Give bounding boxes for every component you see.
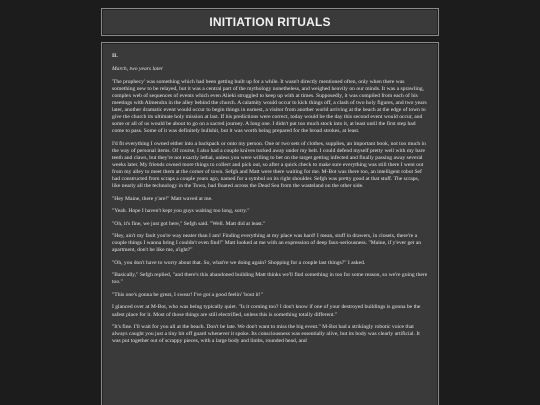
paragraph: "Hey Maine, there y'are!" Matt waved at me. <box>112 195 213 202</box>
paragraph: "Basically," Sefgh replied, "and there's this abandoned building Matt thinks we'll find something in too for some reason, so we're going there too." <box>112 272 428 286</box>
paragraph: "Hey, ain't my fault you're way neater than I am! Finding everything at my place was hard! I mean, stuff in drawers, in closets, there're a couple things I wanna bring I couldn't even find!" Matt looked at me with an expression of deep faux-seriousness. "Maine, if y'ever get an apartment, don't be like me, a'ight?" <box>112 233 422 254</box>
paragraph: I glanced over at M-Bot, who was being typically quiet. "Is it coming too? I don't know if one of your destroyed buildings is gonna be the safest place for it. Most of those things are still electrified, unless this is something totally different." <box>112 304 421 318</box>
paragraph: "Oh, you don't have to worry about that. So, what're we doing again? Shopping for a couple last things?" I asked. <box>112 259 366 266</box>
story-text <box>102 43 438 345</box>
title-banner <box>101 8 439 36</box>
dateline: March, two years later <box>112 66 164 73</box>
story-panel <box>101 42 439 405</box>
page-title: INITIATION RITUALS <box>209 15 331 29</box>
paragraph: I'd fit everything I owned either into a backpack or onto my person. One or two sets of clothes, supplies, an important book, not too much in the way of personal items. Of course, I also had a couple knives tucked away under my belt. I could defend myself pretty well with my bare teeth and claws, but they're not exactly lethal, unless you were willing to bet on the target getting infected and finally passing away several weeks later. My friends owned more things to collect and pick out, so after a quick check to make sure everything was still there I went out from my alley to meet them at the corner of town. Sefgh and Matt were there waiting for me. M-Bot was there too, an intelligent robot Sef had constructed from scraps a couple years ago, named for a symbol on its right shoulder. Sefgh was pretty good at that stuff. The scraps, like nearly all the technology in the Town, had floated across the Dead Sea from the wasteland on the other side. <box>112 140 426 190</box>
chapter-number: II. <box>112 53 118 59</box>
paragraph: "Oh, it's fine, we just got here," Sefgh said. "Well. Matt did at least." <box>112 220 266 227</box>
paragraph: "Yeah. Hope I haven't kept you guys waiting too long, sorry." <box>112 208 250 215</box>
paragraph: 'The prophecy' was something which had been getting built up for a while. It wasn't directly mentioned often, only when there was something new to be relayed, but it was a central part of the mythology nonetheless, and weighed heavily on our minds. It was a sprawling, complex web of sequences of events which even Alieki struggled to keep up with at times. Supposedly, it was compiled from each of his meetings with Almendra in the alley behind the church. A calamity would occur to kick things off, a clash of two holy figures, and two years later, another dramatic event would occur to begin things in earnest, a visitor from another world arriving at the beach at the edge of town to give the church its ultimate holy mission at last. If his predictions were correct, today would be the day this second event would occur, and some or all of us would be about to go on a sacred journey. A long one. I didn't put too much stock into it, at least until the first step had come to pass. Some of it was definitely bullshit, but it was worth being prepared for the broad strokes, at least. <box>112 78 427 135</box>
paragraph: "It's fine. I'll wait for you all at the beach. Don't be late. We don't want to miss the big event." M-Bot had a strikingly robotic voice that always caught you just a tiny bit off guard whenever it spoke. Its consciousness was essentially alive, but its body was clearly artificial. It was put together out of scrappy pieces, with a large body and limbs, rounded head, and <box>112 324 420 345</box>
paragraph: "This one's gonna be great, I swear! I've got a good feelin' 'bout it!" <box>112 291 263 298</box>
